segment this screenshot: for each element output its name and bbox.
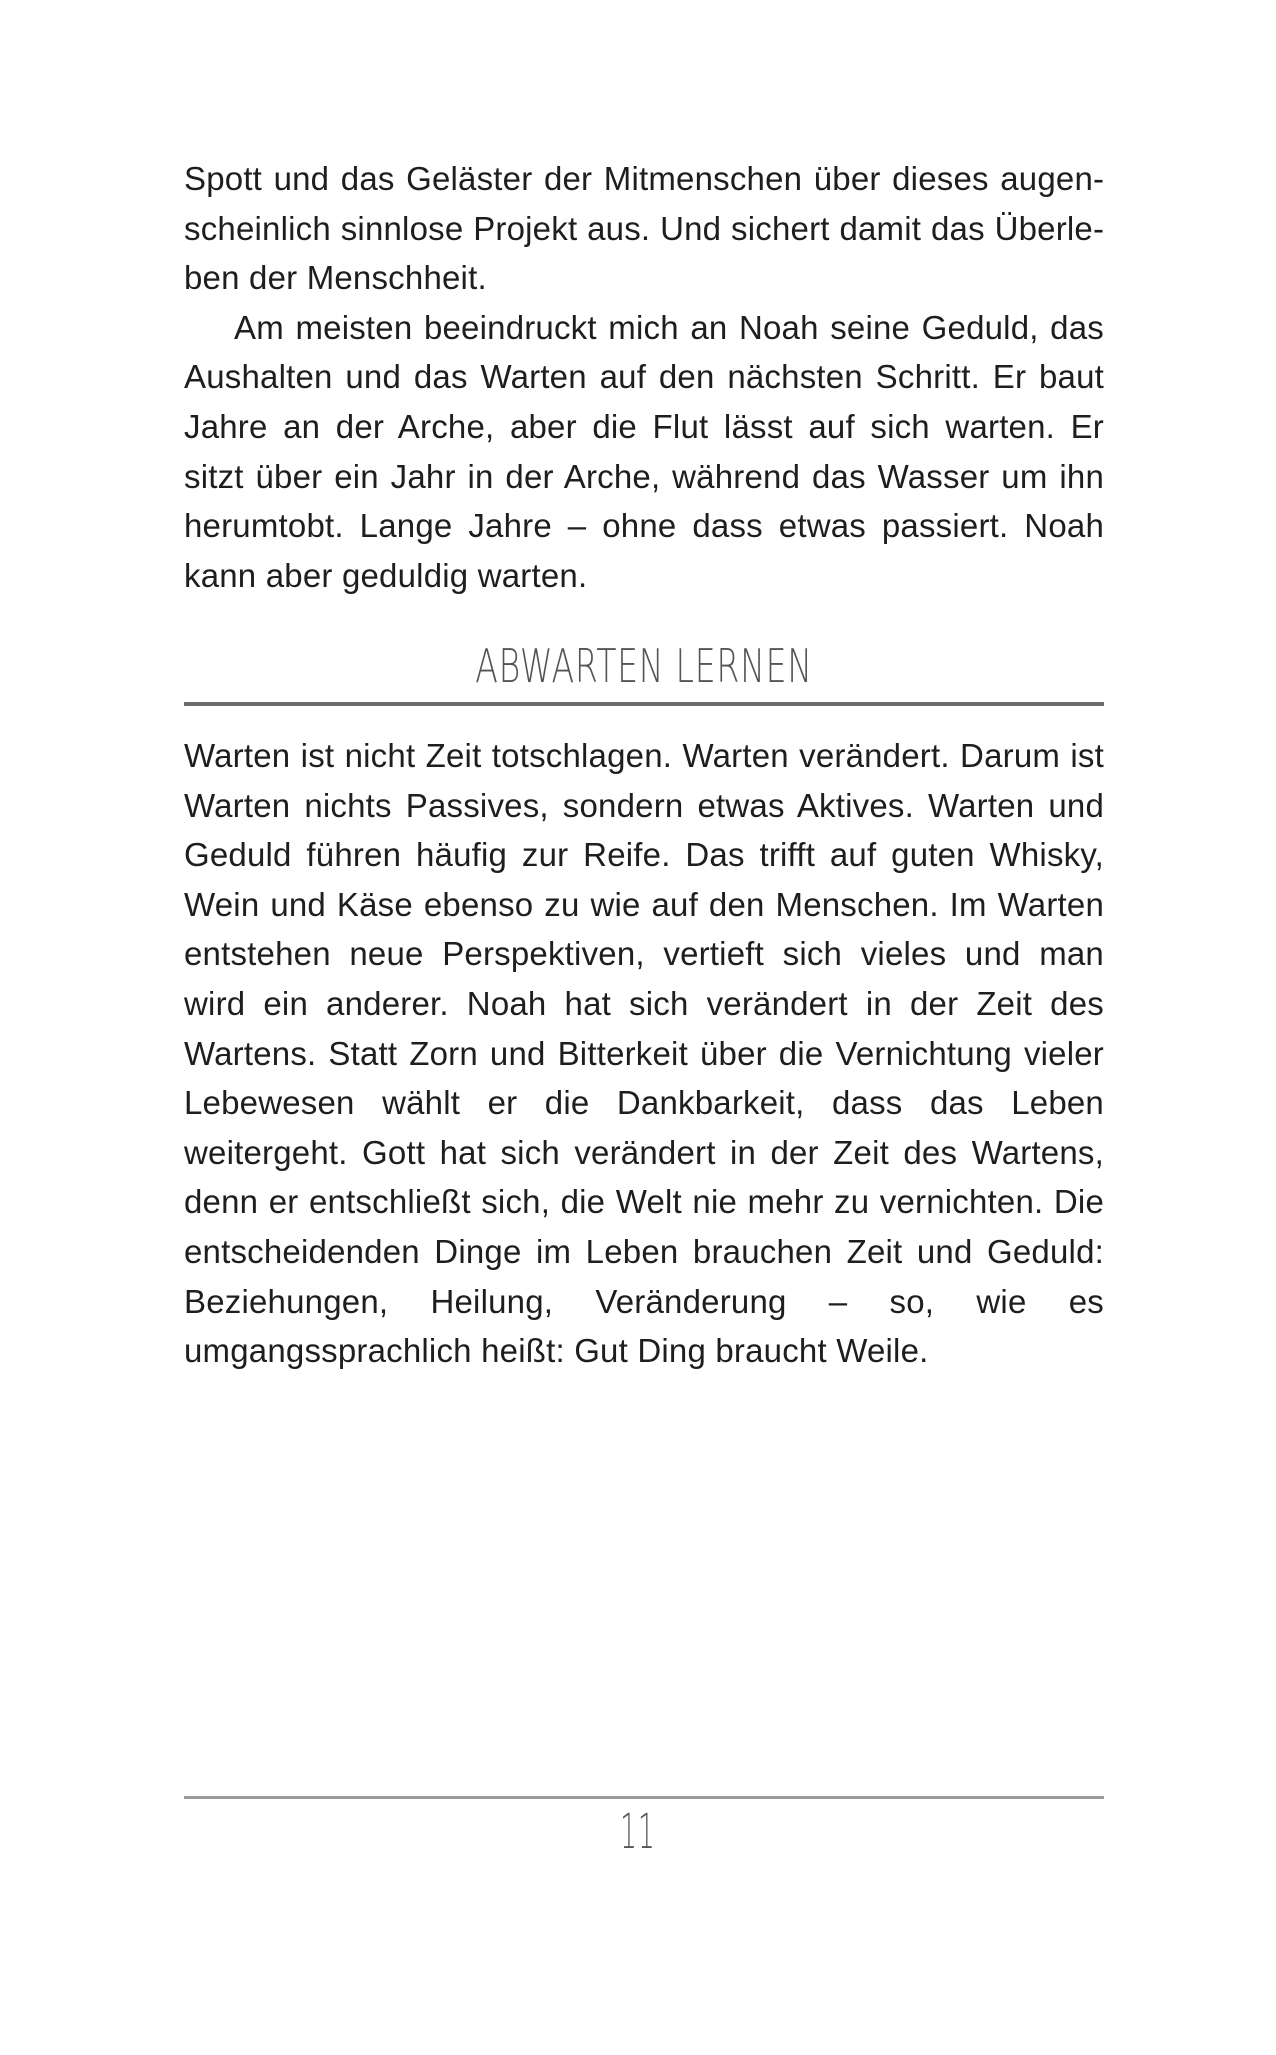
top-text-section	[184, 154, 1104, 600]
section-heading-container	[184, 636, 1104, 696]
section-heading: ABWARTEN LERNEN	[475, 639, 813, 693]
heading-divider	[184, 702, 1104, 706]
bottom-text-section	[184, 731, 1104, 1376]
footer-divider	[184, 1796, 1104, 1799]
page-number: 11	[620, 1804, 656, 1860]
paragraph-continuation: Spott und das Geläster der Mitmenschen über dieses augenscheinlich sinnlose Projekt aus. Und sichert damit das Überleben der Menschheit.	[184, 160, 1104, 297]
paragraph-waiting: Warten ist nicht Zeit totschlagen. Warten verändert. Darum ist Warten nichts Passives, sondern etwas Aktives. Warten und Geduld führen häufig zur Reife. Das trifft auf guten Whisky, Wein und Käse ebenso zu wie auf den Menschen. Im Warten entstehen neue Perspektiven, vertieft sich vieles und man wird ein anderer. Noah hat sich verändert in der Zeit des Wartens. Statt Zorn und Bitterkeit über die Vernichtung vieler Lebewesen wählt er die Dankbarkeit, dass das Leben weitergeht. Gott hat sich verändert in der Zeit des Wartens, denn er entschließt sich, die Welt nie mehr zu vernichten. Die entscheidenden Dinge im Leben brauchen Zeit und Geduld: Beziehungen, Heilung, Veränderung – so, wie es umgangssprachlich heißt: Gut Ding braucht Weile.	[184, 737, 1104, 1370]
paragraph-noah-patience: Am meisten beeindruckt mich an Noah seine Geduld, das Aushalten und das Warten auf den nächsten Schritt. Er baut Jahre an der Arche, aber die Flut lässt auf sich warten. Er sitzt über ein Jahr in der Arche, während das Wasser um ihn herumtobt. Lange Jahre – ohne dass etwas passiert. Noah kann aber geduldig warten.	[184, 308, 1104, 594]
